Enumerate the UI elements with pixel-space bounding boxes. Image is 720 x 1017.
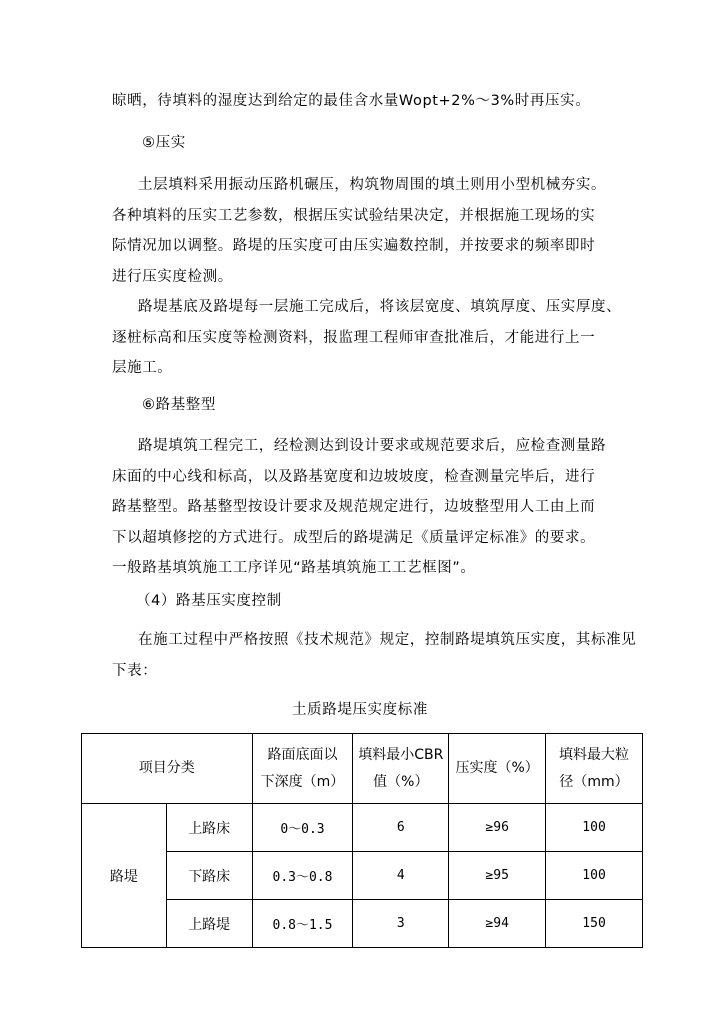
- text-line: 进行压实度检测。: [112, 268, 233, 285]
- heading-text: ⑥路基整型: [142, 397, 216, 413]
- cbr-cell: 3: [353, 900, 449, 948]
- compaction-cell: ≥94: [449, 900, 546, 948]
- text-line: 晾晒，待填料的湿度达到给定的最佳含水量Wopt+2%～3%时再压实。: [112, 93, 591, 109]
- depth-cell: 0.8～1.5: [252, 900, 353, 948]
- text-line: 路基整型。路基整型按设计要求及规范规定进行，边坡整型用人工由上而: [112, 499, 596, 515]
- table-caption: 土质路堤压实度标准: [292, 702, 428, 718]
- text-line: 土层填料采用振动压路机碾压，构筑物周围的填土则用小型机械夯实。: [138, 177, 607, 193]
- layer-cell: 上路堤: [166, 900, 252, 948]
- table-header-row: [82, 734, 643, 804]
- header-line: 值（%）: [373, 773, 429, 790]
- compaction-standard-table: [81, 733, 643, 948]
- text-line: 层施工。: [112, 360, 173, 376]
- heading-compaction: [112, 128, 612, 159]
- cbr-cell: 4: [353, 852, 449, 900]
- header-compaction: 压实度（%）: [449, 734, 546, 804]
- compaction-cell: ≥95: [449, 852, 546, 900]
- header-line: 填料最大粒: [559, 746, 630, 763]
- text-line: 逐桩标高和压实度等检测资料，报监理工程师审查批准后，才能进行上一: [112, 329, 596, 346]
- text-line: 在施工过程中严格按照《技术规范》规定，控制路堤填筑压实度，其标准见: [138, 632, 637, 648]
- header-line: 路面底面以: [267, 746, 338, 763]
- layer-cell: 上路床: [166, 804, 252, 852]
- text-line: 床面的中心线和标高，以及路基宽度和边坡坡度，检查测量完毕后，进行: [112, 468, 596, 485]
- table-row: [82, 900, 643, 948]
- paragraph-shaping: [112, 431, 612, 584]
- text-line: 下以超填修挖的方式进行。成型后的路堤满足《质量评定标准》的要求。: [112, 529, 596, 546]
- header-line: 下深度（m）: [260, 773, 345, 790]
- text-line: 一般路基填筑施工工序详见“路基填筑施工工艺框图”。: [112, 560, 476, 576]
- heading-shaping: [112, 390, 612, 421]
- heading-compaction-control: [112, 586, 612, 617]
- heading-text: （4）路基压实度控制: [136, 593, 282, 609]
- paragraph-inspection: [112, 292, 622, 384]
- depth-cell: 0.3～0.8: [252, 852, 353, 900]
- text-line: 路堤填筑工程完工，经检测达到设计要求或规范要求后，应检查测量路: [138, 438, 607, 454]
- header-grain: [546, 734, 643, 804]
- grain-cell: 150: [546, 900, 643, 948]
- cbr-cell: 6: [353, 804, 449, 852]
- grain-cell: 100: [546, 804, 643, 852]
- paragraph-compaction: [112, 170, 612, 292]
- heading-text: ⑤压实: [142, 135, 186, 151]
- table-row: [82, 804, 643, 852]
- header-line: 径（mm）: [559, 773, 629, 790]
- paragraph-drying: [112, 86, 612, 117]
- header-depth: [252, 734, 353, 804]
- depth-cell: 0～0.3: [252, 804, 353, 852]
- table-row: [82, 852, 643, 900]
- group-cell: 路堤: [82, 804, 167, 948]
- header-line: 填料最小CBR: [358, 746, 444, 763]
- header-category: 项目分类: [82, 734, 253, 804]
- compaction-cell: ≥96: [449, 804, 546, 852]
- text-line: 各种填料的压实工艺参数，根据压实试验结果决定，并根据施工现场的实: [112, 207, 596, 224]
- text-line: 际情况加以调整。路堤的压实度可由压实遍数控制，并按要求的频率即时: [112, 238, 596, 254]
- text-line: 下表：: [112, 662, 158, 679]
- paragraph-standard: [112, 625, 637, 686]
- text-line: 路堤基底及路堤每一层施工完成后，将该层宽度、填筑厚度、压实厚度、: [138, 299, 622, 315]
- layer-cell: 下路床: [166, 852, 252, 900]
- header-cbr: [353, 734, 449, 804]
- grain-cell: 100: [546, 852, 643, 900]
